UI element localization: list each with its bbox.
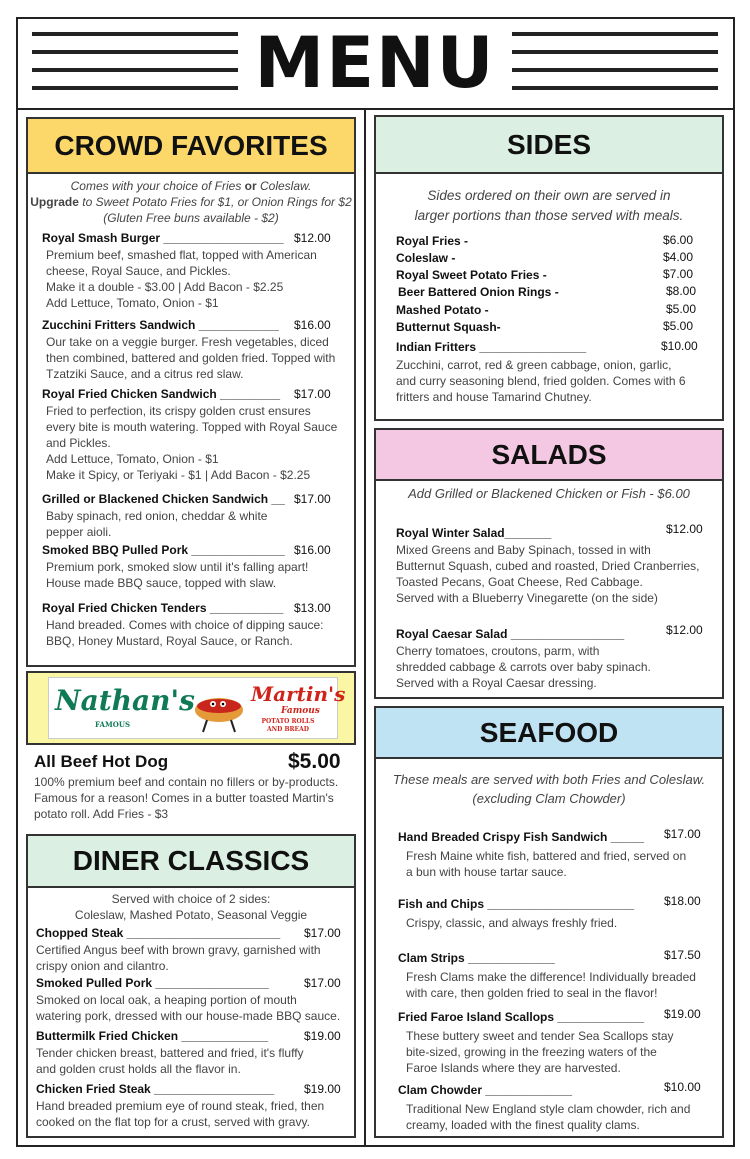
header-divider <box>16 108 735 110</box>
item-name: Fish and Chips ______________________ <box>398 897 635 911</box>
hotdog-name: All Beef Hot Dog <box>34 752 169 771</box>
sides-section <box>374 115 724 421</box>
section-header <box>28 119 354 174</box>
description-line: Our take on a veggie burger. Fresh vegetables, diced <box>46 335 329 349</box>
side-item-name: Coleslaw - <box>396 251 456 265</box>
crowd-favorites-section <box>26 117 356 667</box>
item-description <box>36 1045 354 1077</box>
section-note <box>28 178 354 226</box>
item-name: Grilled or Blackened Chicken Sandwich __ <box>42 492 285 506</box>
column-divider <box>364 110 366 1147</box>
section-title: SIDES <box>506 128 592 160</box>
header-rule <box>512 32 718 36</box>
note-text: Coleslaw, Mashed Potato, Seasonal Veggie <box>74 908 308 922</box>
header-rule <box>32 68 238 72</box>
note-text: (excluding Clam Chowder) <box>472 791 626 806</box>
description-line: Fresh Clams make the difference! Individually breaded <box>406 970 696 984</box>
section-note <box>28 891 354 923</box>
description-line: a bun with house tartar sauce. <box>406 865 567 879</box>
section-header <box>376 708 722 759</box>
item-name: Royal Fried Chicken Tenders ___________ <box>42 601 284 615</box>
item-name: Buttermilk Fried Chicken _____________ <box>36 1029 269 1043</box>
item-name: Clam Strips _____________ <box>398 951 555 965</box>
item-price: $16.00 <box>294 543 331 557</box>
side-item-name: Indian Fritters ________________ <box>396 340 587 354</box>
item-name: Smoked Pulled Pork _________________ <box>36 976 269 990</box>
item-description <box>46 508 356 540</box>
fritters-description <box>396 357 716 405</box>
description-line: Traditional New England style clam chowder, rich and <box>406 1102 691 1116</box>
item-price: $12.00 <box>666 623 703 637</box>
description-line: Famous for a reason! Comes in a butter toasted Martin's <box>34 791 334 805</box>
item-description <box>36 992 354 1024</box>
item-name: Royal Winter Salad_______ <box>396 526 552 540</box>
description-line: Zucchini, carrot, red & green cabbage, onion, garlic, <box>396 358 672 372</box>
item-price: $17.00 <box>294 387 331 401</box>
description-line: Hand breaded premium eye of round steak, fried, then <box>36 1099 325 1113</box>
item-price: $10.00 <box>664 1080 701 1094</box>
description-line: potato roll. Add Fries - $3 <box>34 807 169 821</box>
section-note <box>376 770 722 808</box>
description-line: Make it Spicy, or Teriyaki - $1 | Add Bacon - $2.25 <box>46 468 311 482</box>
note-text: to Sweet Potato Fries for $1, or Onion Rings for $2 <box>78 195 352 209</box>
section-header <box>376 117 722 174</box>
item-price: $13.00 <box>294 601 331 615</box>
item-price: $18.00 <box>664 894 701 908</box>
item-description <box>396 542 716 606</box>
section-title: CROWD FAVORITES <box>54 129 328 161</box>
item-description <box>406 848 716 880</box>
note-text: Served with choice of 2 sides: <box>111 892 271 906</box>
description-line: bite-sized, growing in the freezing waters of the <box>406 1045 657 1059</box>
description-line: watering pork, dressed with our house-made BBQ sauce. <box>36 1009 341 1023</box>
description-line: 100% premium beef and contain no fillers or by-products. <box>34 775 339 789</box>
item-description <box>36 942 354 974</box>
martins-logo-sub: Famous <box>281 706 320 716</box>
description-line: pepper aioli. <box>46 525 112 539</box>
description-line: Butternut Squash, cubed and roasted, Dried Cranberries, <box>396 559 700 573</box>
item-description <box>406 1028 716 1076</box>
item-name: Clam Chowder _____________ <box>398 1083 573 1097</box>
description-line: Served with a Blueberry Vinegarette (on the side) <box>396 591 658 605</box>
side-item-price: $4.00 <box>663 250 694 264</box>
description-line: Premium beef, smashed flat, topped with American <box>46 248 317 262</box>
description-line: and Pickles. <box>46 436 111 450</box>
note-text: larger portions than those served with meals. <box>414 208 684 223</box>
item-description <box>46 334 356 382</box>
hotdog-price: $5.00 <box>288 750 341 773</box>
nathans-logo: Nathan's <box>55 684 195 717</box>
hotdog-description <box>34 774 359 822</box>
page-title: MENU <box>254 22 496 104</box>
item-name: Hand Breaded Crispy Fish Sandwich _____ <box>398 830 645 844</box>
header-rule <box>512 50 718 54</box>
item-price: $17.00 <box>664 827 701 841</box>
item-price: $12.00 <box>666 522 703 536</box>
item-name: Royal Fried Chicken Sandwich _________ <box>42 387 281 401</box>
item-name: Chopped Steak _______________________ <box>36 926 281 940</box>
side-item-name: Mashed Potato - <box>396 303 489 317</box>
section-title: DINER CLASSICS <box>72 845 310 876</box>
side-item-name: Beer Battered Onion Rings - <box>398 285 559 299</box>
item-description <box>36 1098 354 1130</box>
item-description <box>46 617 356 649</box>
description-line: Crispy, classic, and always freshly fried. <box>406 916 618 930</box>
item-price: $12.00 <box>294 231 331 245</box>
header-rule <box>32 86 238 90</box>
item-price: $17.00 <box>304 926 341 940</box>
description-line: Mixed Greens and Baby Spinach, tossed in with <box>396 543 651 557</box>
description-line: Hand breaded. Comes with choice of dipping sauce: <box>46 618 324 632</box>
description-line: Fried to perfection, its crispy golden crust ensures <box>46 404 311 418</box>
salads-section <box>374 428 724 699</box>
header-rule <box>512 68 718 72</box>
description-line: Make it a double - $3.00 | Add Bacon - $2.25 <box>46 280 284 294</box>
item-price: $17.00 <box>294 492 331 506</box>
side-item-name: Royal Sweet Potato Fries - <box>396 268 547 282</box>
side-item-price: $5.00 <box>663 319 694 333</box>
item-description <box>46 403 356 483</box>
item-description <box>406 915 716 931</box>
description-line: Cherry tomatoes, croutons, parm, with <box>396 644 600 658</box>
header-rule <box>512 86 718 90</box>
description-line: Baby spinach, red onion, cheddar & white <box>46 509 268 523</box>
note-text: Coleslaw. <box>256 179 312 193</box>
section-header <box>376 430 722 481</box>
diner-classics-section <box>26 834 356 1138</box>
description-line: Tender chicken breast, battered and fried, it's fluffy <box>36 1046 304 1060</box>
description-line: and curry seasoning blend, fried golden. Comes with 6 <box>396 374 686 388</box>
side-item-price: $8.00 <box>666 284 697 298</box>
description-line: House made BBQ sauce, topped with slaw. <box>46 576 277 590</box>
brand-logo-panel <box>48 677 346 739</box>
section-title: SALADS <box>491 438 607 470</box>
section-header <box>28 836 354 888</box>
item-price: $19.00 <box>304 1082 341 1096</box>
nathans-logo-sub: FAMOUS <box>95 720 130 729</box>
description-line: fritters and house Tamarind Chutney. <box>396 390 592 404</box>
item-price: $19.00 <box>304 1029 341 1043</box>
note-emphasis: or <box>244 179 257 193</box>
martins-logo-tag: POTATO ROLLS AND BREAD <box>261 718 315 733</box>
description-line: cooked on the flat top for a crust, served with gravy. <box>36 1115 310 1129</box>
side-item-price: $6.00 <box>663 233 694 247</box>
hotdog-mascot-icon <box>189 686 249 736</box>
description-line: with care, then golden fried to seal in the flavor! <box>406 986 658 1000</box>
note-emphasis: Upgrade <box>30 195 79 209</box>
description-line: Tzatziki Sauce, and a citrus red slaw. <box>46 367 244 381</box>
item-name: Zucchini Fritters Sandwich ____________ <box>42 318 279 332</box>
description-line: Smoked on local oak, a heaping portion of mouth <box>36 993 297 1007</box>
side-item-price: $7.00 <box>663 267 694 281</box>
description-line: BBQ, Honey Mustard, Royal Sauce, or Ranch. <box>46 634 293 648</box>
section-note: Add Grilled or Blackened Chicken or Fish - $6.00 <box>408 486 690 501</box>
item-description <box>46 247 356 311</box>
item-description <box>46 559 356 591</box>
martins-logo: Martin's <box>251 682 346 706</box>
item-price: $16.00 <box>294 318 331 332</box>
item-description <box>396 643 716 691</box>
header-rule <box>32 50 238 54</box>
description-line: shredded cabbage & carrots over baby spinach. <box>396 660 651 674</box>
description-line: Certified Angus beef with brown gravy, garnished with <box>36 943 321 957</box>
side-item-price: $10.00 <box>661 339 698 353</box>
description-line: Toasted Pecans, Goat Cheese, Red Cabbage. <box>396 575 643 589</box>
description-line: Add Lettuce, Tomato, Onion - $1 <box>46 296 219 310</box>
section-note <box>376 186 722 226</box>
section-title: SEAFOOD <box>479 716 619 748</box>
item-name: Royal Smash Burger __________________ <box>42 231 284 245</box>
seafood-section <box>374 706 724 1138</box>
item-name: Fried Faroe Island Scallops _____________ <box>398 1010 645 1024</box>
side-item-price: $5.00 <box>666 302 697 316</box>
note-text: (Gluten Free buns available - $2) <box>103 211 279 225</box>
description-line: Premium pork, smoked slow until it's falling apart! <box>46 560 309 574</box>
item-price: $19.00 <box>664 1007 701 1021</box>
item-description <box>406 1101 716 1133</box>
side-item-name: Butternut Squash- <box>396 320 501 334</box>
description-line: then combined, battered and golden fried. Topped with <box>46 351 336 365</box>
description-line: every bite is mouth watering. Topped with Royal Sauce <box>46 420 338 434</box>
note-text: These meals are served with both Fries and Coleslaw. <box>392 772 706 787</box>
description-line: and golden crust holds all the flavor in. <box>36 1062 241 1076</box>
description-line: Fresh Maine white fish, battered and fried, served on <box>406 849 687 863</box>
item-name: Smoked BBQ Pulled Pork ______________ <box>42 543 285 557</box>
note-text: Sides ordered on their own are served in <box>427 188 671 203</box>
description-line: Add Lettuce, Tomato, Onion - $1 <box>46 452 219 466</box>
side-item-name: Royal Fries - <box>396 234 469 248</box>
note-text: Comes with your choice of Fries <box>70 179 245 193</box>
description-line: Served with a Royal Caesar dressing. <box>396 676 597 690</box>
brand-logo-band <box>26 671 356 745</box>
item-description <box>406 969 716 1001</box>
item-price: $17.00 <box>304 976 341 990</box>
description-line: creamy, loaded with the finest quality clams. <box>406 1118 640 1132</box>
header-rule <box>32 32 238 36</box>
description-line: These buttery sweet and tender Sea Scallops stay <box>406 1029 674 1043</box>
description-line: Faroe Islands where they are harvested. <box>406 1061 621 1075</box>
item-name: Chicken Fried Steak __________________ <box>36 1082 275 1096</box>
item-name: Royal Caesar Salad _________________ <box>396 627 625 641</box>
description-line: cheese, Royal Sauce, and Pickles. <box>46 264 231 278</box>
item-price: $17.50 <box>664 948 701 962</box>
description-line: crispy onion and cilantro. <box>36 959 169 973</box>
